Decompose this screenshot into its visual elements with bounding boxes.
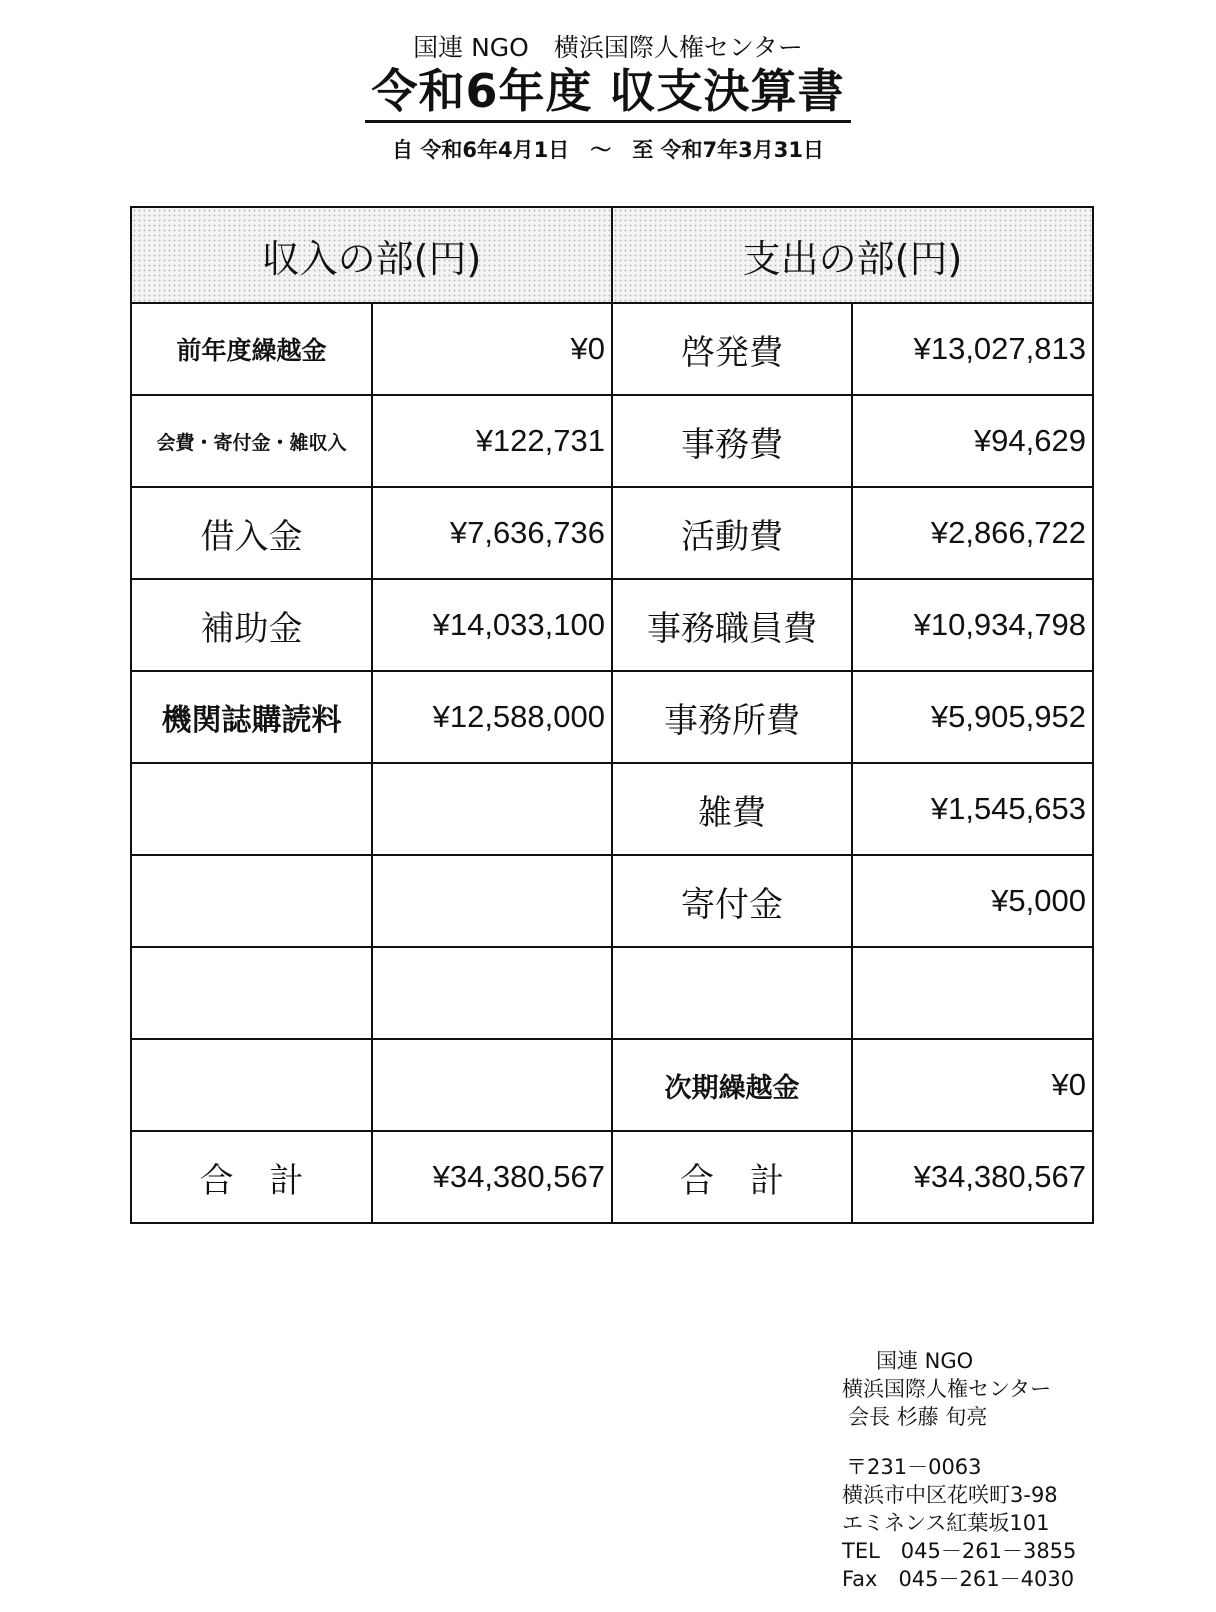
settlement-table <box>130 206 1094 1224</box>
table-row <box>131 671 1093 763</box>
income-amount <box>372 763 612 855</box>
income-total-amount: ¥34,380,567 <box>372 1131 612 1223</box>
table-header-row <box>131 207 1093 303</box>
income-label: 前年度繰越金 <box>131 303 372 395</box>
footer-chair: 会長 杉藤 旬亮 <box>848 1405 988 1429</box>
income-amount: ¥14,033,100 <box>372 579 612 671</box>
income-label <box>131 855 372 947</box>
income-amount: ¥7,636,736 <box>372 487 612 579</box>
table-row <box>131 579 1093 671</box>
expense-amount: ¥1,545,653 <box>852 763 1093 855</box>
income-amount <box>372 855 612 947</box>
income-label: 補助金 <box>131 579 372 671</box>
footer-address2: エミネンス紅葉坂101 <box>842 1511 1050 1535</box>
expense-amount: ¥10,934,798 <box>852 579 1093 671</box>
expense-total-label: 合計 <box>612 1131 852 1223</box>
expense-header: 支出の部(円) <box>612 207 1093 303</box>
table-row <box>131 855 1093 947</box>
income-label: 会費・寄付金・雑収入 <box>131 395 372 487</box>
income-amount <box>372 947 612 1039</box>
footer-postal: 〒231－0063 <box>846 1455 982 1479</box>
expense-label: 活動費 <box>612 487 852 579</box>
expense-total-amount: ¥34,380,567 <box>852 1131 1093 1223</box>
expense-label: 事務費 <box>612 395 852 487</box>
income-total-label: 合計 <box>131 1131 372 1223</box>
footer-spacer <box>842 1431 1076 1453</box>
table-row <box>131 303 1093 395</box>
expense-label: 啓発費 <box>612 303 852 395</box>
title-wrapper <box>0 62 1216 123</box>
footer-address1: 横浜市中区花咲町3-98 <box>842 1483 1058 1507</box>
income-amount <box>372 1039 612 1131</box>
income-label <box>131 1039 372 1131</box>
expense-label: 雑費 <box>612 763 852 855</box>
expense-label: 次期繰越金 <box>612 1039 852 1131</box>
income-label <box>131 763 372 855</box>
income-amount: ¥0 <box>372 303 612 395</box>
expense-label: 寄付金 <box>612 855 852 947</box>
expense-amount <box>852 947 1093 1039</box>
organization-name: 国連 NGO 横浜国際人権センター <box>413 33 803 62</box>
income-label <box>131 947 372 1039</box>
expense-label: 事務所費 <box>612 671 852 763</box>
table-row <box>131 947 1093 1039</box>
expense-amount: ¥5,000 <box>852 855 1093 947</box>
footer-org-line1: 国連 NGO <box>876 1349 974 1373</box>
income-amount: ¥122,731 <box>372 395 612 487</box>
expense-amount: ¥5,905,952 <box>852 671 1093 763</box>
expense-amount: ¥94,629 <box>852 395 1093 487</box>
total-row <box>131 1131 1093 1223</box>
footer-contact <box>842 1347 1076 1593</box>
expense-label: 事務職員費 <box>612 579 852 671</box>
table-row <box>131 763 1093 855</box>
fiscal-period: 自 令和6年4月1日 ～ 至 令和7年3月31日 <box>392 138 824 162</box>
income-amount: ¥12,588,000 <box>372 671 612 763</box>
expense-label <box>612 947 852 1039</box>
expense-amount: ¥0 <box>852 1039 1093 1131</box>
income-header: 収入の部(円) <box>131 207 612 303</box>
footer-fax: Fax 045－261－4030 <box>842 1567 1075 1591</box>
footer-tel: TEL 045－261－3855 <box>842 1539 1077 1563</box>
expense-amount: ¥13,027,813 <box>852 303 1093 395</box>
income-label: 借入金 <box>131 487 372 579</box>
table-row <box>131 395 1093 487</box>
table-row <box>131 1039 1093 1131</box>
document-title: 令和6年度 収支決算書 <box>365 62 850 123</box>
table-row <box>131 487 1093 579</box>
expense-amount: ¥2,866,722 <box>852 487 1093 579</box>
footer-org-line2: 横浜国際人権センター <box>842 1377 1052 1401</box>
income-label: 機関誌購読料 <box>131 671 372 763</box>
